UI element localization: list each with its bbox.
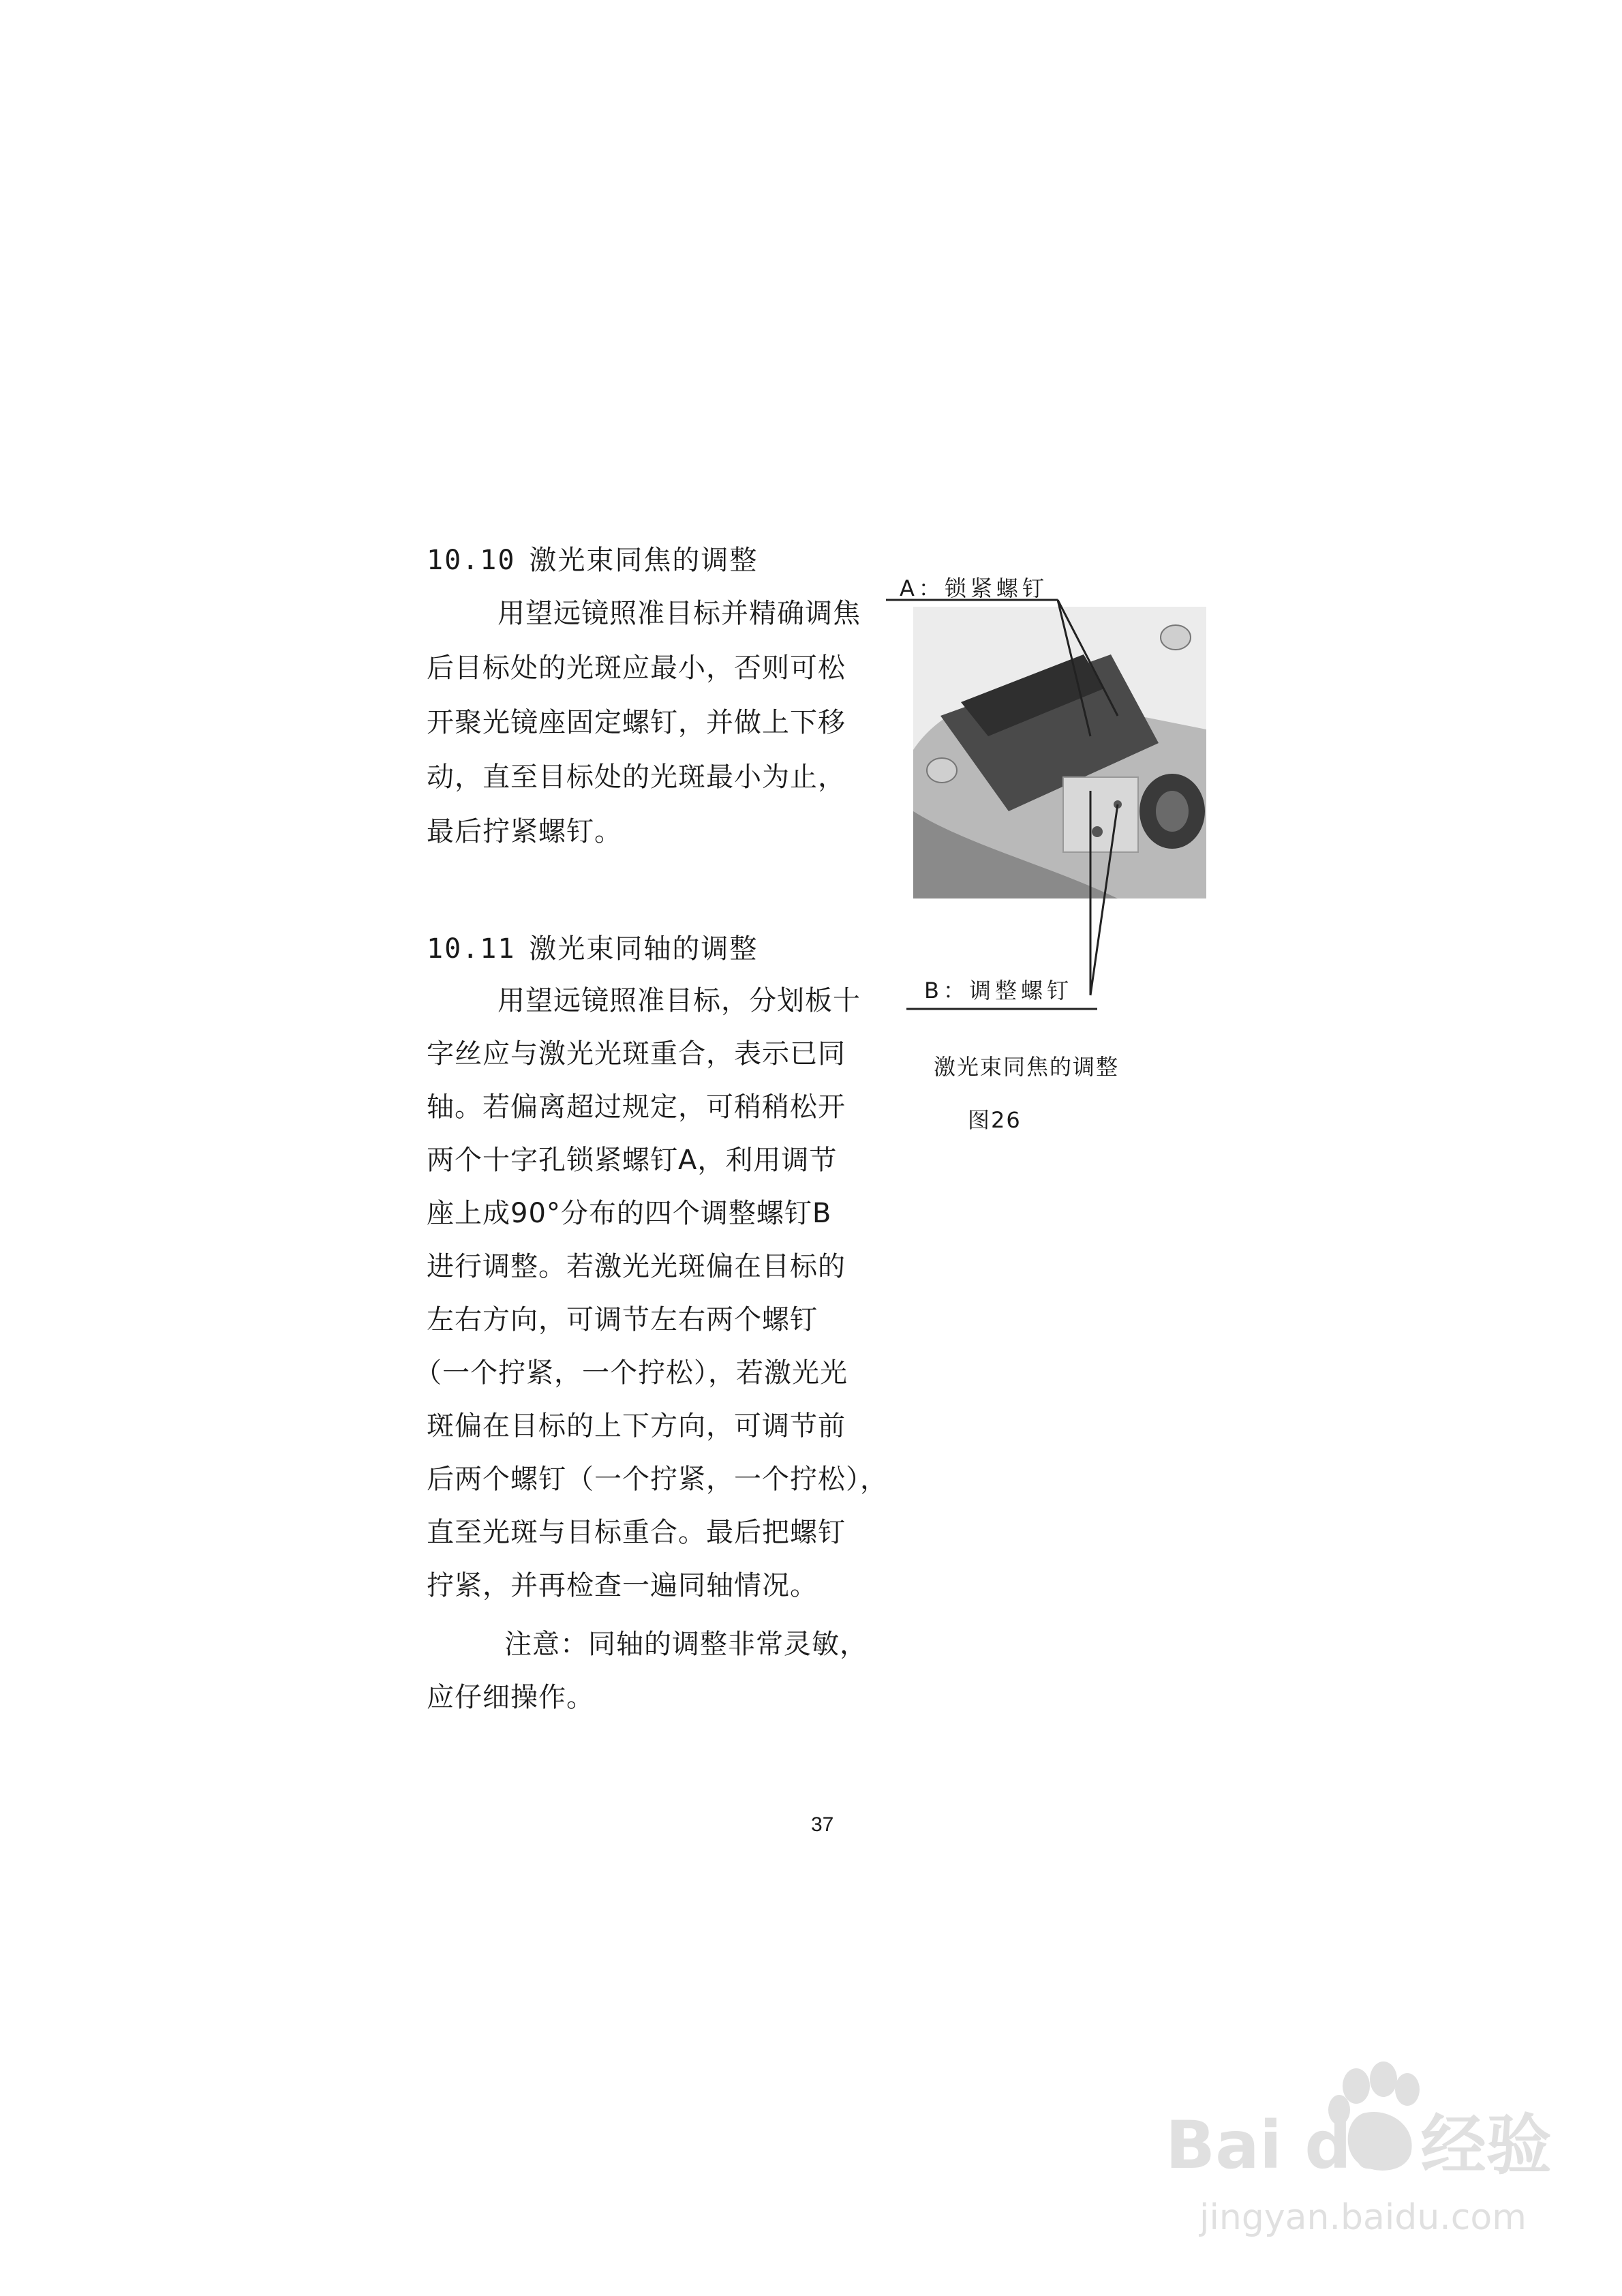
section-number: 10.10 <box>427 545 516 576</box>
baidu-watermark <box>1159 2059 1567 2250</box>
paragraph-line: 左右方向，可调节左右两个螺钉 <box>427 1304 818 1335</box>
page-number: 37 <box>811 1813 834 1836</box>
paw-logo-icon <box>1159 2059 1567 2250</box>
paragraph-line: 用望远镜照准目标并精确调焦 <box>498 598 861 629</box>
paragraph-line: 最后拧紧螺钉。 <box>427 816 622 847</box>
figure-number: 图26 <box>968 1107 1022 1133</box>
paragraph-line: 轴。若偏离超过规定，可稍稍松开 <box>427 1091 846 1123</box>
paragraph-line: 进行调整。若激光光斑偏在目标的 <box>427 1251 846 1282</box>
paragraph-line: 后目标处的光斑应最小，否则可松 <box>427 652 846 684</box>
watermark-url: jingyan.baidu.com <box>1199 2197 1527 2238</box>
paragraph-line: 拧紧，并再检查一遍同轴情况。 <box>427 1570 818 1601</box>
section-title: 激光束同轴的调整 <box>529 933 759 965</box>
paragraph-line: 直至光斑与目标重合。最后把螺钉 <box>427 1517 846 1548</box>
paragraph-line: 后两个螺钉（一个拧紧，一个拧松）， <box>427 1464 888 1495</box>
paragraph-line: 动，直至目标处的光斑最小为止， <box>427 761 846 793</box>
note-line: 应仔细操作。 <box>427 1682 594 1713</box>
figure-caption: 激光束同焦的调整 <box>934 1054 1120 1080</box>
section-number: 10.11 <box>427 933 516 965</box>
paragraph-line: 开聚光镜座固定螺钉，并做上下移 <box>427 707 846 738</box>
figure-label-a: A：锁紧螺钉 <box>900 575 1048 601</box>
paragraph-line: 座上成90°分布的四个调整螺钉B <box>427 1198 832 1229</box>
watermark-brand: Bai du 经验 <box>1165 2107 1552 2184</box>
section-title: 激光束同焦的调整 <box>529 545 759 576</box>
paragraph-line: 斑偏在目标的上下方向，可调节前 <box>427 1410 846 1442</box>
figure-label-b: B：调整螺钉 <box>924 978 1073 1003</box>
paragraph-line: （一个拧紧，一个拧松），若激光光 <box>414 1357 848 1389</box>
paragraph-line: 两个十字孔锁紧螺钉A，利用调节 <box>427 1145 838 1176</box>
paragraph-line: 字丝应与激光光斑重合，表示已同 <box>427 1038 846 1070</box>
note-line: 注意：同轴的调整非常灵敏， <box>504 1629 868 1660</box>
paragraph-line: 用望远镜照准目标，分划板十 <box>498 985 861 1016</box>
